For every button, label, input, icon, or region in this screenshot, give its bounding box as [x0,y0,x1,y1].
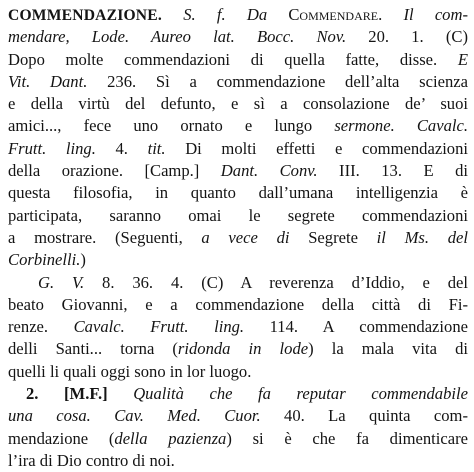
entry-line-7: Frutt. ling. 4. tit. Di molti effetti e commendazioni [8,138,469,158]
entry-line-1: COMMENDAZIONE. S. f. Da Commendare. Il com- [8,5,468,24]
entry-line-17: quelli li quali oggi sono in lor luogo. [8,361,252,381]
entry-line-19: una cosa. Cav. Med. Cuor. 40. La quinta com- [8,406,468,426]
entry-line-6: amici..., fece uno ornato e lungo sermone. Cavalc. [8,116,469,136]
entry-line-3: Dopo molte commendazioni di quella fatte, disse. E [8,49,468,69]
entry-line-14: beato Giovanni, e a commendazione della città di Fi- [8,294,468,314]
entry-line-20: mendazione (della pazienza) si è che fa dimenticare [8,428,469,448]
entry-line-13: G. V. 8. 36. 4. (C) A reverenza d’Iddio, e del [38,272,468,292]
entry-line-15: renze. Cavalc. Frutt. ling. 114. A commendazione [8,317,468,337]
entry-line-12: Corbinelli.) [8,250,86,270]
entry-line-4: Vit. Dant. 236. Sì a commendazione dell’alta scienza [8,71,468,91]
entry-line-2: mendare, Lode. Aureo lat. Bocc. Nov. 20. 1. (C) [8,27,468,47]
entry-line-21: l’ira di Dio contro di noi. [8,450,175,470]
entry-line-10: participata, saranno omai le segrete commendazioni [8,205,468,225]
entry-line-9: questa filosofia, in quanto dall’umana intelligenzia è [8,183,468,203]
entry-line-18: 2. [M.F.] Qualità che fa reputar commendabile [26,384,468,404]
entry-line-8: della orazione. [Camp.] Dant. Conv. III. 13. E di [8,161,468,181]
entry-line-11: a mostrare. (Seguenti, a vece di Segrete il Ms. del [8,227,468,247]
entry-line-5: e della virtù del defunto, e sì a consolazione de’ suoi [8,94,468,114]
headword: COMMENDAZIONE. [8,7,162,24]
dictionary-entry [8,4,468,472]
entry-line-16: delli Santi... torna (ridonda in lode) la mala vita di [8,339,468,359]
